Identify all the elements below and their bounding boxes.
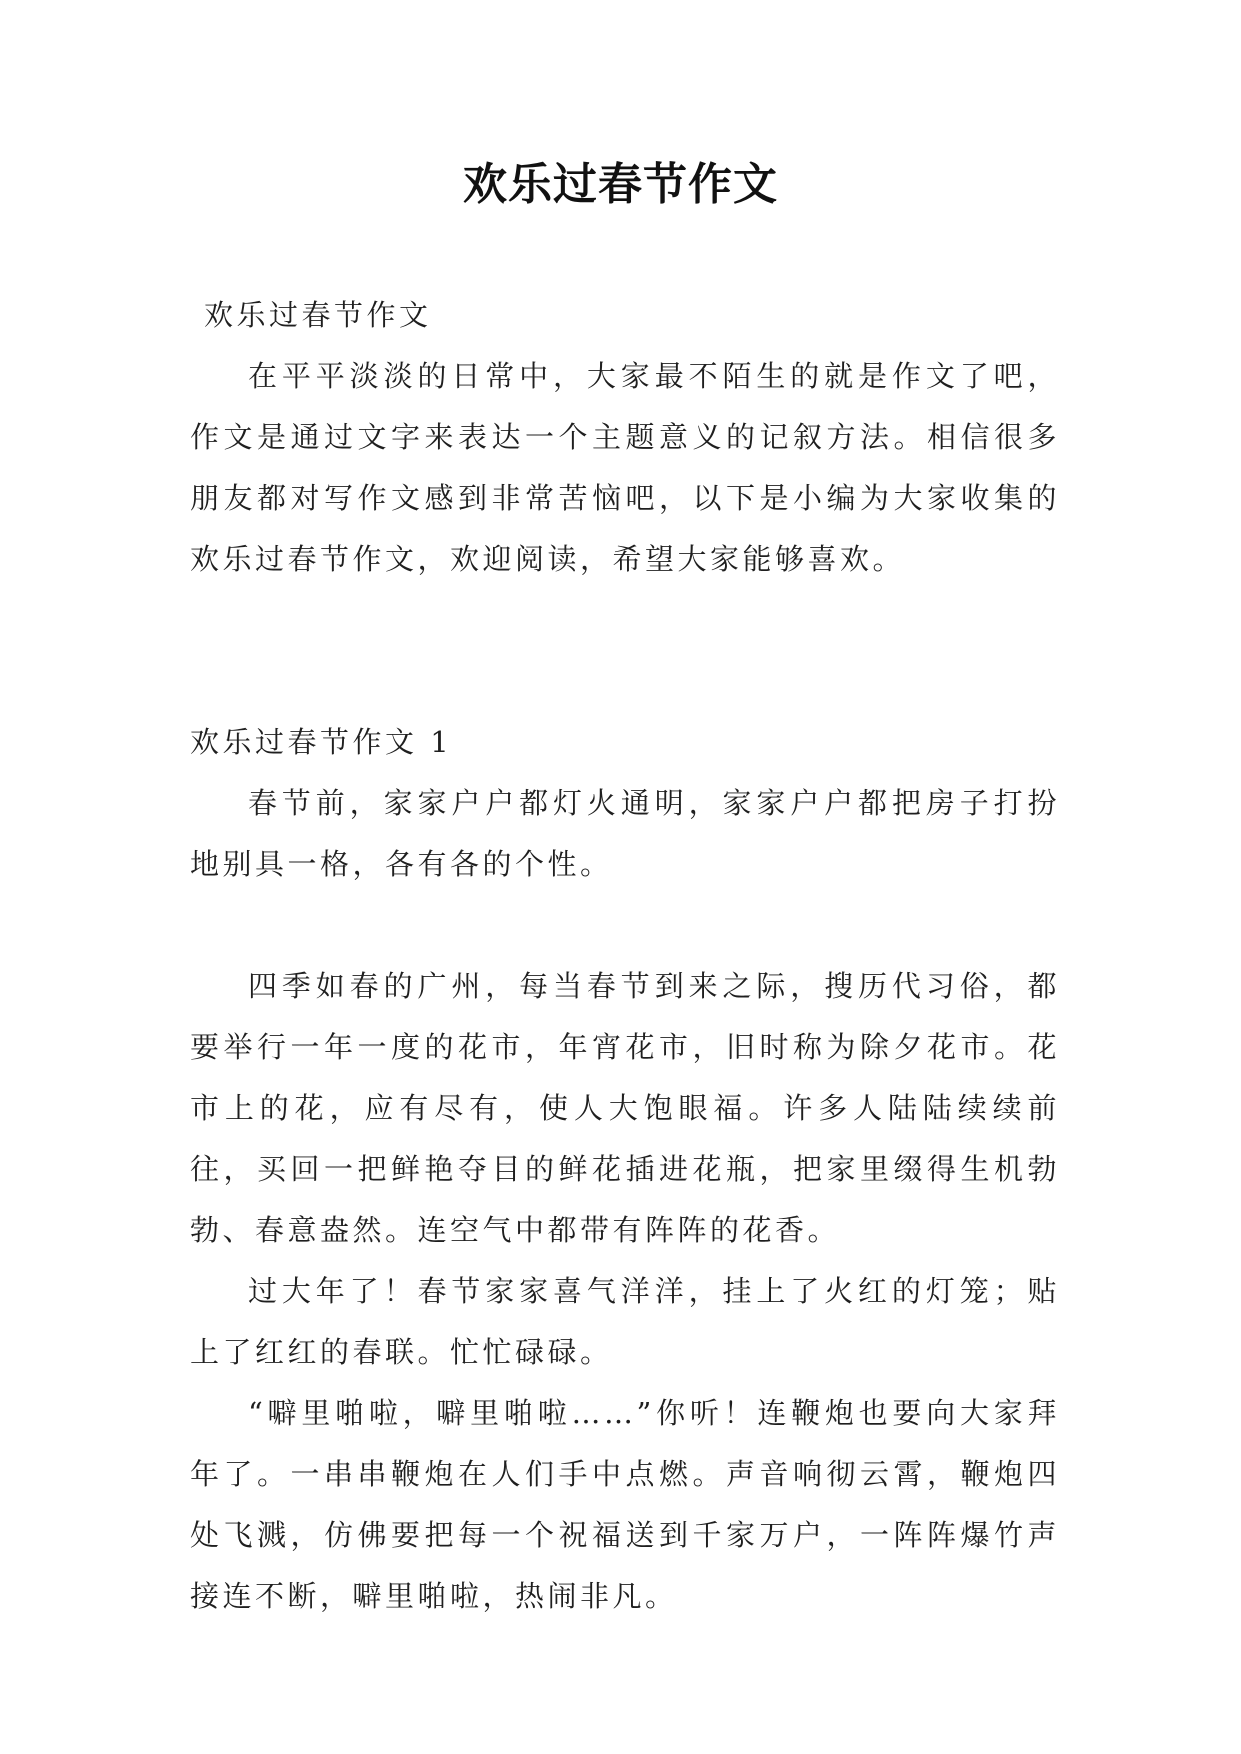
document-body bbox=[190, 285, 1060, 1627]
essay-paragraph-2: 四季如春的广州，每当春节到来之际，搜历代习俗，都要举行一年一度的花市，年宵花市，旧时称为除夕花市。花市上的花，应有尽有，使人大饱眼福。许多人陆陆续续前往，买回一把鲜艳夺目的鲜花插进花瓶，把家里缀得生机勃勃、春意盎然。连空气中都带有阵阵的花香。 bbox=[190, 969, 1060, 1247]
spacer bbox=[190, 895, 1060, 956]
essay-heading: 欢乐过春节作文 1 bbox=[190, 725, 453, 759]
essay-paragraph-4: “噼里啪啦，噼里啪啦……”你听！连鞭炮也要向大家拜年了。一串串鞭炮在人们手中点燃。声音响彻云霄，鞭炮四处飞溅，仿佛要把每一个祝福送到千家万户，一阵阵爆竹声接连不断，噼里啪啦，热闹非凡。 bbox=[190, 1396, 1060, 1613]
document-title: 欢乐过春节作文 bbox=[463, 159, 778, 210]
document-subtitle: 欢乐过春节作文 bbox=[204, 298, 432, 332]
essay-paragraph-3: 过大年了！春节家家喜气洋洋，挂上了火红的灯笼；贴上了红红的春联。忙忙碌碌。 bbox=[190, 1274, 1060, 1369]
intro-paragraph: 在平平淡淡的日常中，大家最不陌生的就是作文了吧，作文是通过文字来表达一个主题意义的记叙方法。相信很多朋友都对写作文感到非常苦恼吧，以下是小编为大家收集的欢乐过春节作文，欢迎阅读，希望大家能够喜欢。 bbox=[190, 359, 1060, 576]
essay-paragraph-1: 春节前，家家户户都灯火通明，家家户户都把房子打扮地别具一格，各有各的个性。 bbox=[190, 786, 1060, 881]
spacer bbox=[190, 590, 1060, 712]
